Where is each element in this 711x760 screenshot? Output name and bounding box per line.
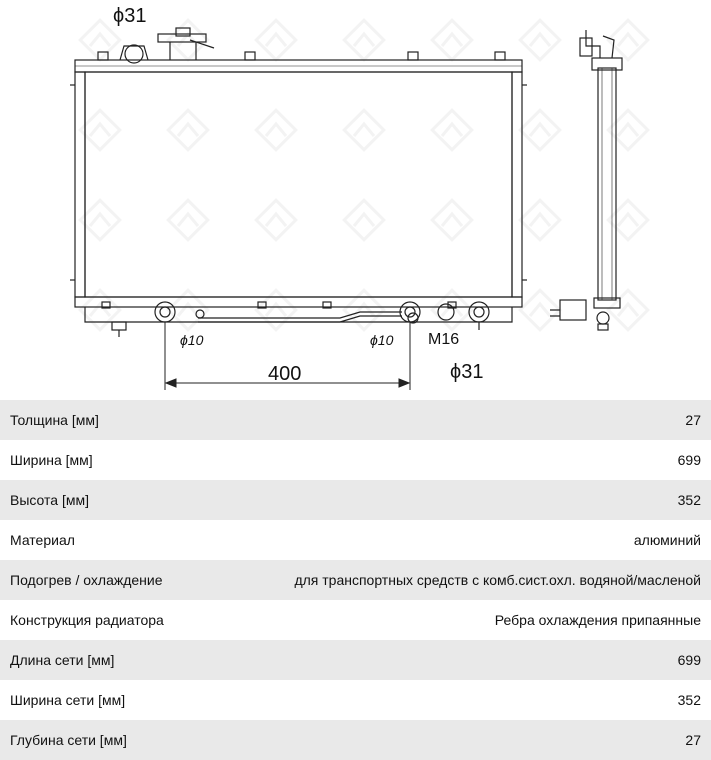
spec-value: Ребра охлаждения припаянные (494, 612, 701, 628)
spec-row (0, 640, 711, 680)
spec-value: 27 (685, 412, 701, 428)
spec-row (0, 520, 711, 560)
spec-row (0, 680, 711, 720)
distance-label: 400 (268, 363, 302, 385)
spec-label: Длина сети [мм] (10, 652, 115, 668)
spec-label: Конструкция радиатора (10, 612, 164, 628)
spec-row (0, 400, 711, 440)
spec-row (0, 480, 711, 520)
spec-label: Материал (10, 532, 75, 548)
watermark-pattern (80, 20, 648, 330)
spec-value: 699 (677, 652, 701, 668)
spec-value: алюминий (633, 532, 701, 548)
spec-value: 699 (677, 452, 701, 468)
diameter-top-label: ϕ31 (113, 5, 147, 27)
spec-row (0, 560, 711, 600)
thread-label: M16 (428, 331, 460, 348)
radiator-front-view (70, 28, 527, 337)
spec-value: для транспортных средств с комб.сист.охл. водяной/масленой (294, 572, 701, 588)
pipe-left-label: ϕ10 (180, 332, 204, 348)
spec-label: Ширина [мм] (10, 452, 93, 468)
spec-value: 352 (677, 692, 701, 708)
radiator-side-view (550, 30, 622, 330)
specifications-table (0, 400, 711, 760)
spec-label: Высота [мм] (10, 492, 89, 508)
spec-row (0, 440, 711, 480)
spec-label: Подогрев / охлаждение (10, 572, 163, 588)
spec-label: Ширина сети [мм] (10, 692, 126, 708)
spec-label: Глубина сети [мм] (10, 732, 127, 748)
spec-row (0, 720, 711, 760)
spec-row (0, 600, 711, 640)
spec-label: Толщина [мм] (10, 412, 99, 428)
spec-value: 27 (685, 732, 701, 748)
pipe-right-label: ϕ10 (370, 332, 394, 348)
spec-value: 352 (677, 492, 701, 508)
diameter-bottom-label: ϕ31 (450, 361, 484, 383)
